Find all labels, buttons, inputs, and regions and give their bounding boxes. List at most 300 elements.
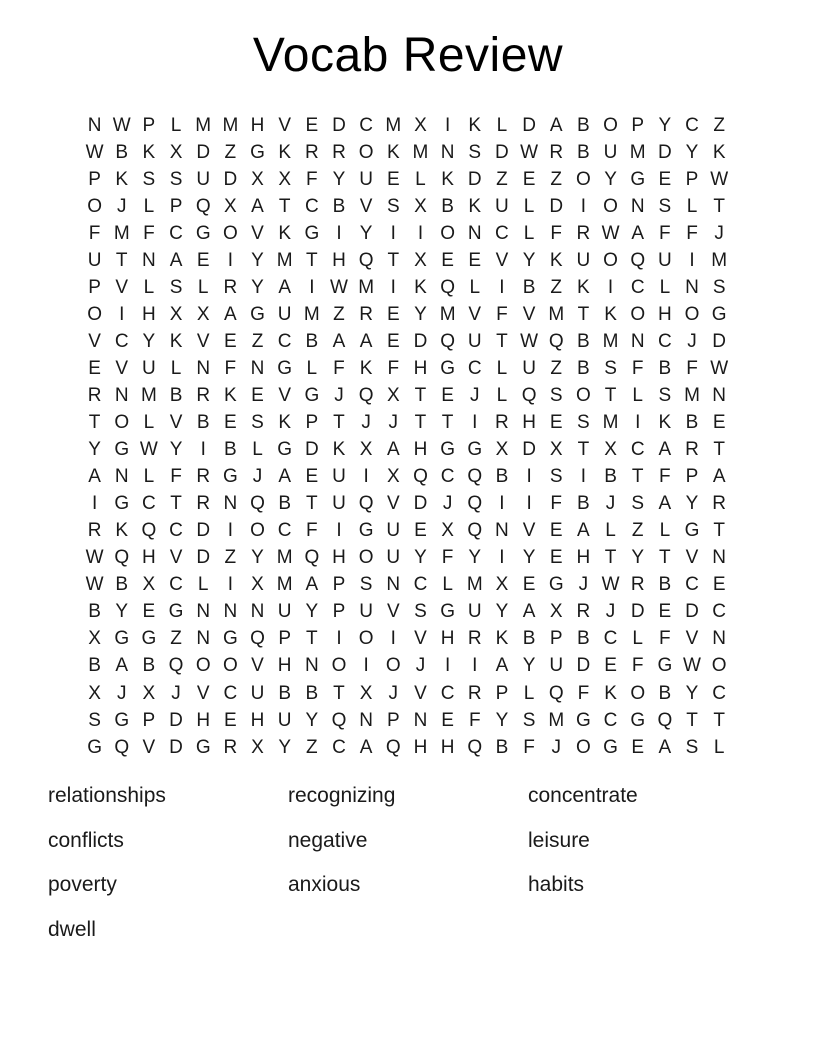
word-item: leisure bbox=[528, 828, 590, 852]
grid-cell: Q bbox=[114, 736, 130, 758]
grid-cell: M bbox=[684, 384, 700, 406]
grid-cell: C bbox=[440, 466, 455, 488]
grid-cell: T bbox=[577, 439, 590, 461]
grid-cell: W bbox=[710, 357, 729, 379]
grid-cell: O bbox=[385, 655, 401, 677]
grid-cell: I bbox=[526, 493, 532, 515]
grid-cell: P bbox=[685, 466, 699, 488]
grid-cell: M bbox=[276, 249, 293, 271]
grid-cell: N bbox=[712, 547, 727, 569]
grid-cell: I bbox=[472, 655, 478, 677]
grid-cell: G bbox=[250, 141, 265, 163]
grid-cell: Q bbox=[304, 547, 320, 569]
grid-cell: S bbox=[522, 709, 536, 731]
grid-cell: F bbox=[468, 709, 481, 731]
grid-cell: E bbox=[549, 412, 563, 434]
grid-cell: G bbox=[277, 357, 293, 379]
grid-cell: Q bbox=[331, 709, 347, 731]
grid-cell: X bbox=[196, 303, 210, 325]
grid-cell: Q bbox=[358, 384, 374, 406]
word-item: habits bbox=[528, 873, 585, 896]
grid-cell: M bbox=[711, 249, 728, 271]
grid-cell: U bbox=[359, 168, 373, 190]
grid-cell: K bbox=[658, 412, 672, 434]
grid-cell: O bbox=[114, 412, 130, 434]
grid-cell: M bbox=[548, 303, 565, 325]
grid-cell: U bbox=[142, 357, 156, 379]
grid-cell: A bbox=[278, 466, 292, 488]
grid-cell: B bbox=[305, 682, 319, 704]
grid-cell: Q bbox=[168, 655, 184, 677]
grid-cell: Q bbox=[250, 493, 265, 515]
grid-cell: P bbox=[549, 628, 563, 650]
grid-cell: B bbox=[577, 114, 590, 136]
grid-cell: Y bbox=[88, 439, 101, 461]
grid-cell: F bbox=[686, 357, 698, 379]
grid-cell: A bbox=[115, 655, 129, 677]
grid-cell: G bbox=[440, 357, 455, 379]
grid-cell: I bbox=[417, 222, 424, 244]
grid-cell: M bbox=[113, 222, 130, 244]
grid-cell: I bbox=[200, 439, 206, 461]
grid-cell: I bbox=[309, 276, 315, 298]
grid-cell: B bbox=[115, 141, 129, 163]
grid-cell: U bbox=[522, 357, 536, 379]
grid-cell: N bbox=[359, 709, 373, 731]
grid-cell: F bbox=[577, 682, 590, 704]
grid-cell: Q bbox=[521, 384, 537, 406]
grid-cell: L bbox=[143, 466, 155, 488]
grid-cell: B bbox=[196, 412, 210, 434]
grid-cell: B bbox=[658, 357, 672, 379]
grid-cell: O bbox=[195, 655, 211, 677]
grid-cell: D bbox=[413, 493, 428, 515]
grid-cell: Y bbox=[522, 655, 536, 677]
grid-cell: R bbox=[196, 493, 211, 515]
grid-cell: O bbox=[603, 249, 618, 271]
grid-cell: G bbox=[548, 574, 564, 596]
grid-cell: X bbox=[414, 249, 427, 271]
grid-cell: L bbox=[523, 195, 535, 217]
grid-cell: M bbox=[276, 574, 293, 596]
grid-cell: Z bbox=[170, 628, 182, 650]
grid-cell: Y bbox=[115, 601, 129, 623]
grid-cell: I bbox=[444, 114, 451, 136]
grid-cell: D bbox=[657, 141, 672, 163]
grid-cell: U bbox=[359, 601, 373, 623]
grid-cell: B bbox=[495, 736, 509, 758]
grid-cell: D bbox=[576, 655, 591, 677]
grid-cell: S bbox=[658, 384, 672, 406]
grid-cell: D bbox=[522, 439, 536, 461]
grid-cell: J bbox=[605, 493, 616, 515]
grid-cell: J bbox=[171, 682, 181, 704]
grid-cell: T bbox=[170, 493, 182, 515]
grid-cell: Q bbox=[195, 195, 211, 217]
grid-cell: J bbox=[116, 195, 127, 217]
grid-cell: E bbox=[441, 249, 454, 271]
grid-cell: V bbox=[522, 303, 536, 325]
grid-cell: I bbox=[689, 249, 695, 271]
grid-cell: C bbox=[304, 195, 319, 217]
grid-cell: B bbox=[88, 601, 101, 623]
grid-cell: L bbox=[605, 520, 616, 542]
grid-cell: J bbox=[687, 330, 697, 352]
grid-cell: C bbox=[467, 357, 482, 379]
grid-cell: P bbox=[305, 412, 319, 434]
grid-cell: A bbox=[631, 222, 645, 244]
grid-cell: V bbox=[522, 520, 536, 542]
grid-cell: A bbox=[712, 466, 726, 488]
grid-cell: A bbox=[658, 736, 672, 758]
grid-cell: O bbox=[358, 141, 374, 163]
grid-cell: F bbox=[550, 222, 563, 244]
grid-cell: K bbox=[386, 141, 400, 163]
grid-cell: H bbox=[440, 628, 455, 650]
grid-cell: K bbox=[224, 384, 237, 406]
grid-cell: W bbox=[601, 574, 620, 596]
grid-cell: N bbox=[495, 520, 509, 542]
grid-cell: U bbox=[87, 249, 102, 271]
grid-cell: L bbox=[496, 114, 508, 136]
grid-cell: Y bbox=[305, 709, 319, 731]
grid-cell: Q bbox=[385, 736, 401, 758]
grid-cell: V bbox=[468, 303, 482, 325]
grid-cell: N bbox=[304, 655, 319, 677]
grid-cell: T bbox=[631, 466, 644, 488]
grid-cell: D bbox=[196, 141, 211, 163]
grid-cell: R bbox=[304, 141, 319, 163]
grid-cell: X bbox=[251, 168, 264, 190]
grid-cell: L bbox=[632, 628, 643, 650]
grid-cell: Y bbox=[414, 303, 427, 325]
grid-cell: C bbox=[495, 222, 509, 244]
grid-cell: Y bbox=[522, 547, 536, 569]
grid-cell: C bbox=[359, 114, 373, 136]
grid-cell: U bbox=[495, 195, 509, 217]
grid-cell: B bbox=[577, 330, 590, 352]
grid-cell: K bbox=[169, 330, 183, 352]
grid-cell: U bbox=[657, 249, 672, 271]
word-column bbox=[288, 774, 528, 952]
grid-cell: E bbox=[522, 574, 536, 596]
grid-cell: V bbox=[115, 357, 129, 379]
grid-cell: L bbox=[170, 357, 182, 379]
grid-cell: I bbox=[91, 493, 98, 515]
grid-cell: W bbox=[112, 114, 131, 136]
grid-cell: N bbox=[630, 195, 645, 217]
grid-cell: G bbox=[684, 520, 700, 542]
grid-cell: I bbox=[635, 412, 641, 434]
grid-cell: F bbox=[88, 222, 101, 244]
grid-cell: Q bbox=[440, 330, 455, 352]
grid-cell: L bbox=[415, 168, 426, 190]
grid-cell: E bbox=[549, 520, 563, 542]
grid-cell: I bbox=[363, 466, 369, 488]
grid-cell: Y bbox=[142, 330, 156, 352]
grid-cell: L bbox=[659, 520, 671, 542]
grid-cell: O bbox=[250, 520, 265, 542]
word-item: conflicts bbox=[48, 828, 124, 852]
grid-cell: E bbox=[658, 601, 672, 623]
grid-cell: X bbox=[88, 682, 101, 704]
grid-cell: G bbox=[114, 439, 130, 461]
grid-cell: Q bbox=[114, 547, 130, 569]
grid-cell: Q bbox=[413, 466, 428, 488]
grid-cell: N bbox=[250, 601, 265, 623]
grid-cell: H bbox=[522, 412, 536, 434]
grid-cell: J bbox=[470, 384, 480, 406]
grid-cell: F bbox=[170, 466, 182, 488]
grid-cell: S bbox=[631, 493, 645, 515]
grid-cell: V bbox=[414, 628, 427, 650]
grid-cell: O bbox=[711, 655, 727, 677]
grid-cell: K bbox=[332, 439, 346, 461]
grid-cell: H bbox=[332, 547, 346, 569]
word-search-grid bbox=[81, 112, 733, 761]
grid-cell: K bbox=[468, 114, 482, 136]
grid-cell: K bbox=[115, 520, 129, 542]
grid-cell: Q bbox=[440, 276, 455, 298]
grid-cell: N bbox=[196, 601, 211, 623]
grid-cell: W bbox=[85, 574, 104, 596]
grid-cell: X bbox=[278, 168, 292, 190]
grid-cell: L bbox=[306, 357, 318, 379]
grid-cell: G bbox=[277, 439, 293, 461]
grid-cell: H bbox=[142, 547, 156, 569]
grid-cell: J bbox=[361, 412, 371, 434]
grid-cell: U bbox=[332, 493, 346, 515]
grid-cell: P bbox=[332, 574, 346, 596]
grid-cell: Z bbox=[224, 547, 237, 569]
grid-cell: X bbox=[142, 682, 156, 704]
grid-cell: E bbox=[658, 168, 672, 190]
grid-cell: G bbox=[222, 466, 238, 488]
grid-cell: K bbox=[142, 141, 156, 163]
grid-cell: T bbox=[713, 439, 725, 461]
grid-cell: A bbox=[224, 303, 237, 325]
grid-cell: S bbox=[604, 357, 617, 379]
grid-cell: Y bbox=[169, 439, 183, 461]
grid-cell: G bbox=[358, 520, 374, 542]
grid-cell: B bbox=[522, 276, 536, 298]
grid-cell: E bbox=[712, 574, 726, 596]
grid-cell: A bbox=[305, 574, 319, 596]
grid-cell: Q bbox=[250, 628, 265, 650]
grid-cell: S bbox=[169, 168, 183, 190]
grid-cell: G bbox=[195, 736, 211, 758]
grid-cell: D bbox=[332, 114, 346, 136]
grid-cell: Z bbox=[496, 168, 508, 190]
grid-cell: L bbox=[197, 574, 209, 596]
grid-cell: L bbox=[632, 384, 643, 406]
grid-cell: V bbox=[386, 601, 400, 623]
grid-cell: O bbox=[576, 736, 591, 758]
grid-cell: G bbox=[250, 303, 265, 325]
grid-cell: L bbox=[523, 222, 535, 244]
grid-cell: Q bbox=[141, 520, 157, 542]
grid-cell: O bbox=[603, 195, 618, 217]
grid-cell: E bbox=[631, 736, 645, 758]
grid-cell: Y bbox=[685, 493, 699, 515]
grid-cell: R bbox=[630, 574, 645, 596]
grid-cell: D bbox=[413, 330, 428, 352]
grid-cell: S bbox=[359, 574, 373, 596]
grid-cell: L bbox=[469, 276, 481, 298]
grid-cell: H bbox=[576, 547, 591, 569]
grid-cell: R bbox=[549, 141, 564, 163]
grid-cell: H bbox=[413, 736, 428, 758]
grid-cell: E bbox=[305, 466, 319, 488]
grid-cell: P bbox=[685, 168, 699, 190]
grid-cell: U bbox=[277, 303, 292, 325]
grid-cell: S bbox=[577, 412, 590, 434]
grid-cell: T bbox=[387, 249, 400, 271]
grid-cell: M bbox=[412, 141, 429, 163]
grid-cell: N bbox=[114, 466, 129, 488]
grid-cell: O bbox=[440, 222, 455, 244]
grid-cell: Z bbox=[306, 736, 318, 758]
grid-cell: N bbox=[413, 709, 428, 731]
grid-cell: P bbox=[142, 114, 156, 136]
grid-cell: D bbox=[630, 601, 645, 623]
grid-cell: R bbox=[685, 439, 699, 461]
grid-cell: N bbox=[250, 357, 265, 379]
grid-cell: M bbox=[439, 303, 456, 325]
grid-cell: C bbox=[169, 520, 183, 542]
grid-cell: M bbox=[602, 412, 619, 434]
grid-cell: A bbox=[522, 601, 536, 623]
grid-cell: T bbox=[306, 249, 318, 271]
grid-cell: Y bbox=[685, 682, 699, 704]
grid-cell: J bbox=[252, 466, 263, 488]
grid-cell: I bbox=[390, 276, 396, 298]
grid-cell: I bbox=[499, 547, 505, 569]
grid-cell: S bbox=[712, 276, 726, 298]
grid-cell: W bbox=[85, 141, 104, 163]
grid-cell: D bbox=[467, 168, 482, 190]
grid-cell: C bbox=[114, 330, 129, 352]
grid-cell: T bbox=[115, 249, 128, 271]
grid-cell: K bbox=[604, 682, 617, 704]
grid-cell: Q bbox=[358, 249, 374, 271]
word-item: relationships bbox=[48, 784, 166, 807]
grid-cell: O bbox=[630, 303, 646, 325]
grid-cell: B bbox=[522, 628, 536, 650]
grid-cell: G bbox=[114, 493, 130, 515]
grid-cell: C bbox=[440, 682, 455, 704]
grid-cell: T bbox=[659, 547, 671, 569]
page-title: Vocab Review bbox=[252, 29, 564, 82]
grid-cell: X bbox=[359, 439, 373, 461]
grid-cell: Z bbox=[224, 141, 237, 163]
grid-cell: G bbox=[114, 709, 130, 731]
grid-cell: G bbox=[467, 439, 483, 461]
grid-cell: N bbox=[196, 357, 211, 379]
grid-cell: V bbox=[414, 682, 427, 704]
grid-cell: C bbox=[277, 520, 292, 542]
grid-cell: L bbox=[659, 276, 671, 298]
grid-cell: Y bbox=[359, 222, 373, 244]
grid-cell: G bbox=[630, 168, 646, 190]
grid-cell: S bbox=[414, 601, 427, 623]
grid-cell: L bbox=[143, 276, 155, 298]
grid-cell: I bbox=[390, 222, 396, 244]
grid-cell: T bbox=[604, 547, 617, 569]
grid-cell: G bbox=[657, 655, 673, 677]
grid-cell: Y bbox=[414, 547, 427, 569]
grid-cell: L bbox=[496, 357, 508, 379]
grid-cell: U bbox=[386, 520, 401, 542]
grid-cell: B bbox=[604, 466, 617, 488]
grid-cell: L bbox=[523, 682, 535, 704]
grid-cell: H bbox=[657, 303, 672, 325]
word-list bbox=[48, 774, 768, 952]
grid-cell: S bbox=[386, 195, 400, 217]
grid-cell: T bbox=[604, 384, 617, 406]
grid-cell: S bbox=[658, 195, 672, 217]
grid-cell: K bbox=[414, 276, 427, 298]
grid-cell: H bbox=[277, 655, 292, 677]
grid-cell: K bbox=[549, 249, 563, 271]
grid-cell: E bbox=[604, 655, 617, 677]
grid-cell: D bbox=[223, 168, 238, 190]
grid-cell: A bbox=[359, 736, 373, 758]
grid-cell: S bbox=[88, 709, 101, 731]
grid-cell: U bbox=[467, 330, 482, 352]
grid-cell: Y bbox=[251, 249, 264, 271]
grid-cell: G bbox=[304, 222, 320, 244]
grid-cell: Y bbox=[658, 114, 672, 136]
grid-cell: V bbox=[685, 547, 699, 569]
grid-cell: P bbox=[169, 195, 183, 217]
grid-cell: F bbox=[659, 222, 671, 244]
grid-cell: N bbox=[223, 493, 238, 515]
grid-cell: Q bbox=[657, 709, 673, 731]
grid-cell: G bbox=[195, 222, 211, 244]
grid-cell: E bbox=[305, 114, 319, 136]
grid-cell: T bbox=[306, 493, 318, 515]
grid-cell: A bbox=[549, 114, 563, 136]
grid-cell: T bbox=[278, 195, 291, 217]
grid-cell: C bbox=[630, 276, 645, 298]
grid-cell: R bbox=[196, 466, 211, 488]
grid-cell: U bbox=[332, 466, 346, 488]
grid-cell: L bbox=[442, 574, 453, 596]
grid-cell: K bbox=[604, 303, 617, 325]
grid-cell: H bbox=[413, 439, 428, 461]
grid-cell: V bbox=[142, 736, 156, 758]
grid-cell: S bbox=[685, 736, 699, 758]
grid-cell: B bbox=[441, 195, 454, 217]
grid-cell: R bbox=[359, 303, 373, 325]
grid-cell: Y bbox=[631, 547, 645, 569]
grid-cell: G bbox=[141, 628, 157, 650]
grid-cell: I bbox=[363, 655, 369, 677]
grid-cell: Y bbox=[522, 249, 536, 271]
grid-cell: C bbox=[223, 682, 238, 704]
grid-cell: R bbox=[467, 682, 482, 704]
grid-cell: T bbox=[496, 330, 508, 352]
grid-cell: J bbox=[442, 493, 453, 515]
grid-cell: P bbox=[631, 114, 645, 136]
grid-cell: J bbox=[714, 222, 724, 244]
grid-cell: F bbox=[496, 303, 508, 325]
grid-cell: A bbox=[495, 655, 509, 677]
grid-cell: A bbox=[577, 520, 590, 542]
grid-cell: T bbox=[333, 412, 345, 434]
grid-cell: J bbox=[551, 736, 561, 758]
